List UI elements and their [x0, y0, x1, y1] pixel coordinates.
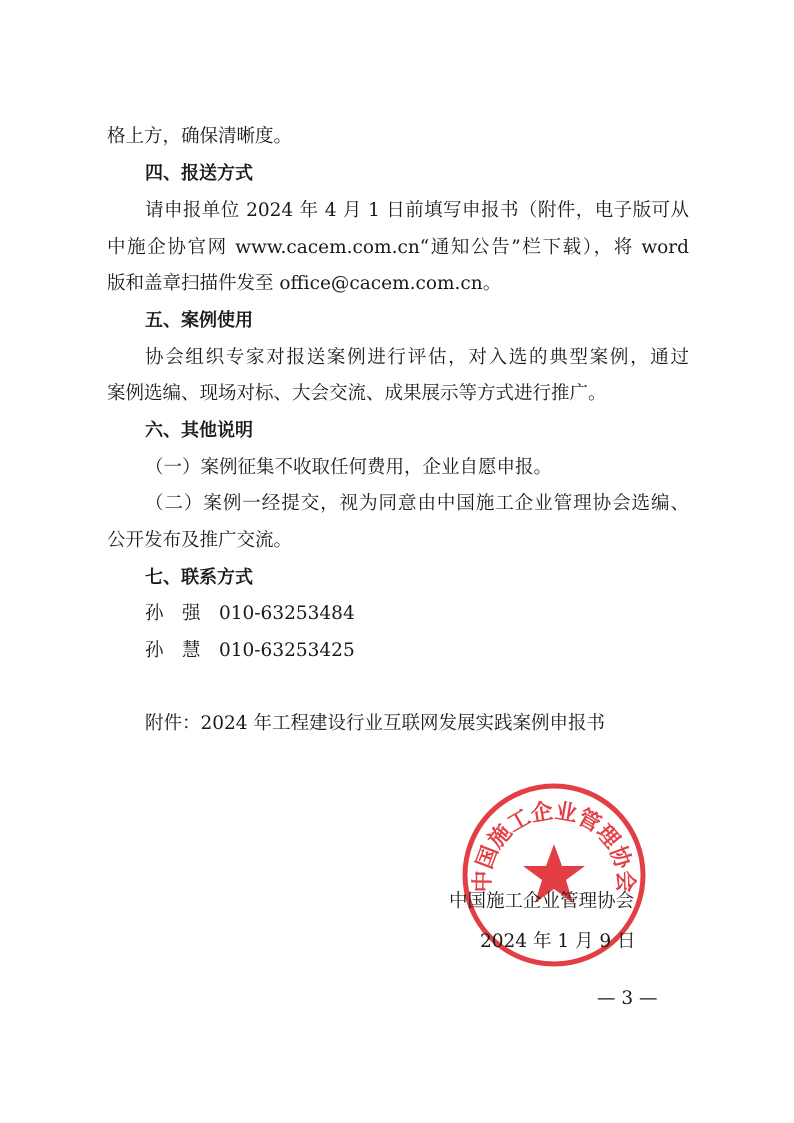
contact-row — [145, 639, 689, 663]
paragraph-line: 格上方，确保清晰度。 — [107, 126, 293, 147]
paragraph-line: 请申报单位 2024 年 4 月 1 日前填写申报书（附件，电子版可从 — [145, 200, 689, 221]
section-heading-usage: 五、案例使用 — [145, 310, 253, 331]
paragraph-line: 中施企协官网 www.cacem.com.cn“通知公告”栏下载），将 word — [107, 237, 689, 258]
paragraph-line: 协会组织专家对报送案例进行评估，对入选的典型案例，通过 — [145, 347, 689, 368]
paragraph-line: 案例选编、现场对标、大会交流、成果展示等方式进行推广。 — [107, 383, 607, 404]
signature-organization: 中国施工企业管理协会 — [449, 891, 635, 912]
section-heading-submission: 四、报送方式 — [145, 163, 253, 184]
contact-name: 孙 慧 — [145, 640, 201, 661]
paragraph-line: 公开发布及推广交流。 — [107, 530, 293, 551]
contact-row — [145, 602, 689, 626]
paragraph-line: 版和盖章扫描件发至 office@cacem.com.cn。 — [107, 273, 502, 294]
page-number: — 3 — — [597, 988, 658, 1009]
section-heading-contact: 七、联系方式 — [145, 567, 253, 588]
contact-name: 孙 强 — [145, 603, 201, 624]
paragraph-line: （二）案例一经提交，视为同意由中国施工企业管理协会选编、 — [145, 493, 689, 514]
section-heading-other: 六、其他说明 — [145, 420, 253, 441]
seal-text: 中国施工企业管理协会 — [469, 797, 639, 893]
contact-phone: 010-63253484 — [219, 603, 355, 624]
contact-phone: 010-63253425 — [219, 640, 355, 661]
signature-date: 2024 年 1 月 9 日 — [480, 931, 636, 952]
attachment-line: 附件：2024 年工程建设行业互联网发展实践案例申报书 — [145, 713, 605, 734]
paragraph-line: （一）案例征集不收取任何费用，企业自愿申报。 — [145, 457, 553, 478]
